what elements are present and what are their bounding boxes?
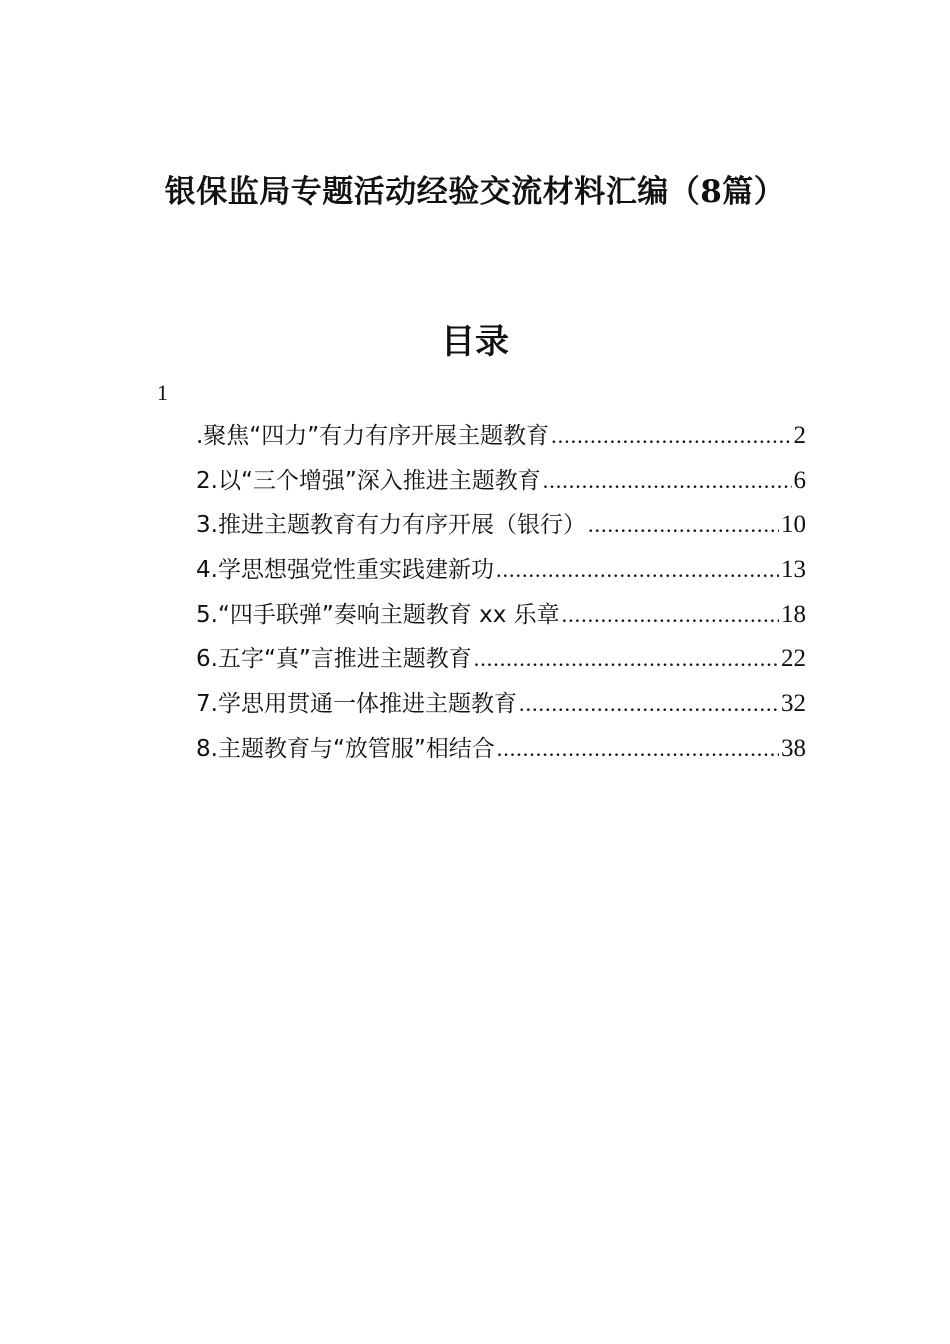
toc-entry-label: 6.五字“真”言推进主题教育 bbox=[196, 646, 472, 673]
toc-entry-label: 8.主题教育与“放管服”相结合 bbox=[196, 735, 495, 762]
page-marker: 1 bbox=[157, 380, 168, 405]
toc-entry-page: 2 bbox=[793, 422, 806, 449]
toc-entry[interactable] bbox=[196, 503, 806, 548]
toc-entry[interactable] bbox=[196, 593, 806, 638]
toc-entry[interactable] bbox=[196, 682, 806, 727]
toc-entry-page: 38 bbox=[781, 734, 806, 762]
toc-entry[interactable] bbox=[196, 548, 806, 593]
toc-dot-leader bbox=[543, 459, 792, 504]
toc-dot-leader bbox=[588, 503, 779, 548]
toc-entry-label: 7.学思用贯通一体推进主题教育 bbox=[196, 691, 517, 718]
toc-dot-leader bbox=[551, 414, 791, 459]
document-title: 银保监局专题活动经验交流材料汇编（8篇） bbox=[164, 174, 786, 210]
table-of-contents bbox=[196, 414, 806, 772]
toc-entry[interactable] bbox=[196, 727, 806, 772]
toc-entry-label: 5.“四手联弹”奏响主题教育 xx 乐章 bbox=[196, 601, 560, 628]
toc-entry-page: 18 bbox=[781, 600, 806, 628]
toc-entry-label: .聚焦“四力”有力有序开展主题教育 bbox=[196, 423, 550, 449]
toc-dot-leader bbox=[562, 593, 779, 638]
toc-entry-label: 4.学思想强党性重实践建新功 bbox=[196, 557, 494, 584]
toc-entry-page: 6 bbox=[793, 466, 806, 494]
toc-entry-page: 10 bbox=[781, 511, 806, 539]
toc-dot-leader bbox=[496, 548, 779, 593]
toc-dot-leader bbox=[519, 682, 779, 727]
toc-entry[interactable] bbox=[196, 414, 806, 459]
toc-dot-leader bbox=[497, 727, 779, 772]
toc-entry-page: 22 bbox=[781, 645, 806, 673]
toc-entry-label: 2.以“三个增强”深入推进主题教育 bbox=[196, 467, 541, 494]
toc-dot-leader bbox=[474, 637, 779, 682]
toc-entry-page: 32 bbox=[781, 690, 806, 718]
toc-entry-label: 3.推进主题教育有力有序开展（银行） bbox=[196, 512, 586, 539]
toc-entry[interactable] bbox=[196, 459, 806, 504]
toc-heading: 目录 bbox=[441, 322, 509, 362]
toc-entry-page: 13 bbox=[781, 556, 806, 584]
toc-entry[interactable] bbox=[196, 637, 806, 682]
